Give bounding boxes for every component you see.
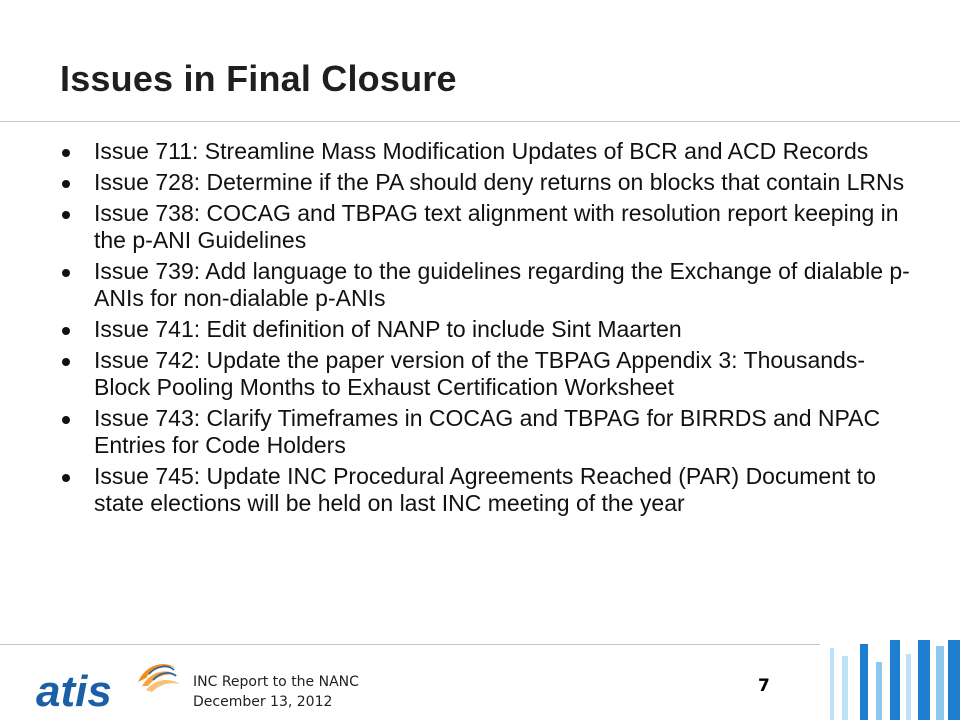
footer-text — [193, 672, 359, 712]
list-item — [60, 463, 920, 517]
atis-logo — [34, 652, 184, 714]
deco-stripe — [906, 654, 911, 720]
bullet-icon — [62, 180, 70, 188]
logo-wordmark: atis — [36, 667, 112, 714]
list-item-text: Issue 739: Add language to the guidelines regarding the Exchange of dialable p-ANIs for non-dialable p-ANIs — [94, 258, 910, 311]
title-divider — [0, 121, 960, 122]
list-item — [60, 405, 920, 459]
list-item-text: Issue 738: COCAG and TBPAG text alignment with resolution report keeping in the p-ANI Guidelines — [94, 200, 899, 253]
list-item — [60, 258, 920, 312]
list-item — [60, 138, 920, 165]
deco-stripe — [936, 646, 944, 720]
bullet-icon — [62, 358, 70, 366]
list-item-text: Issue 728: Determine if the PA should deny returns on blocks that contain LRNs — [94, 169, 905, 195]
bullet-icon — [62, 149, 70, 157]
bullet-icon — [62, 474, 70, 482]
list-item-text: Issue 711: Streamline Mass Modification Updates of BCR and ACD Records — [94, 138, 869, 164]
issue-list — [60, 138, 920, 521]
page-number: 7 — [758, 676, 770, 696]
list-item-text: Issue 745: Update INC Procedural Agreements Reached (PAR) Document to state elections will be held on last INC meeting of the year — [94, 463, 876, 516]
bullet-icon — [62, 327, 70, 335]
list-item — [60, 200, 920, 254]
list-item-text: Issue 742: Update the paper version of the TBPAG Appendix 3: Thousands-Block Pooling Months to Exhaust Certification Worksheet — [94, 347, 865, 400]
bullet-icon — [62, 269, 70, 277]
deco-stripe — [860, 644, 868, 720]
footer-report-title: INC Report to the NANC — [193, 674, 359, 690]
deco-stripe — [842, 656, 848, 720]
list-item — [60, 169, 920, 196]
list-item-text: Issue 741: Edit definition of NANP to include Sint Maarten — [94, 316, 682, 342]
corner-decoration — [820, 640, 960, 720]
footer-date: December 13, 2012 — [193, 694, 333, 710]
deco-stripe — [918, 640, 930, 720]
slide-title: Issues in Final Closure — [60, 58, 457, 99]
list-item — [60, 316, 920, 343]
deco-stripe — [890, 640, 900, 720]
bullet-icon — [62, 211, 70, 219]
list-item — [60, 347, 920, 401]
deco-stripe — [830, 648, 834, 720]
footer-divider — [0, 644, 960, 645]
bullet-icon — [62, 416, 70, 424]
deco-stripe — [876, 662, 882, 720]
deco-stripe — [948, 640, 960, 720]
list-item-text: Issue 743: Clarify Timeframes in COCAG and TBPAG for BIRRDS and NPAC Entries for Code Holders — [94, 405, 881, 458]
